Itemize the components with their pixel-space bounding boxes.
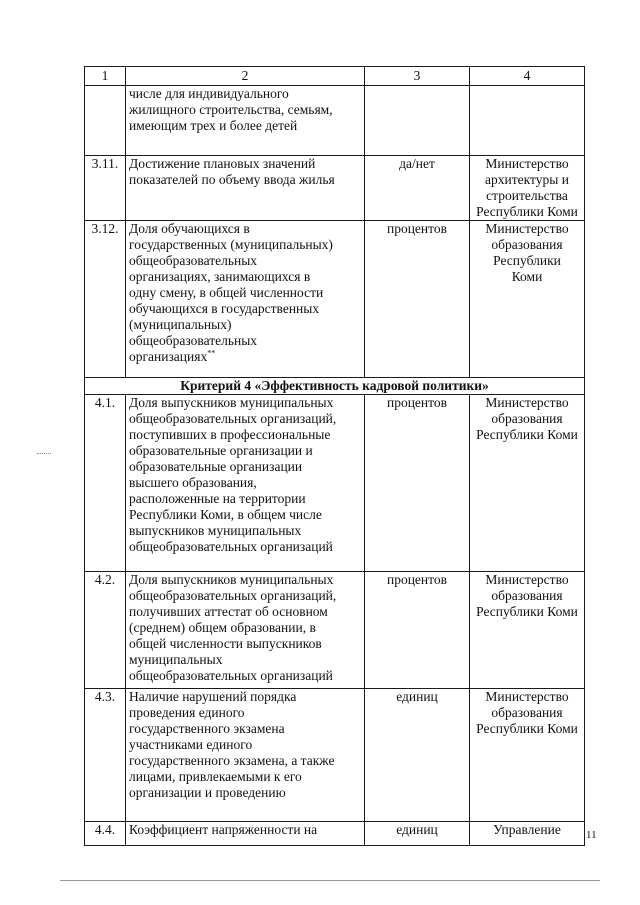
row-number: [85, 86, 126, 156]
row-unit: процентов: [365, 572, 470, 689]
header-col-1: 1: [85, 67, 126, 86]
row-unit: [365, 86, 470, 156]
row-number: 3.11.: [85, 156, 126, 221]
row-unit: единиц: [365, 822, 470, 846]
row-description: Доля выпускников муниципальных общеобразовательных организаций, поступивших в профессиональные образовательные организации и образовательные организации высшего образования, расположенные на территории Республики Коми, в общем числе выпускников муниципальных общеобразовательных организаций: [126, 395, 365, 572]
row-department: Министерство образования Республики Коми: [470, 395, 585, 572]
row-number: 3.12.: [85, 221, 126, 378]
row-description-cell: [126, 221, 365, 378]
table-row: [85, 395, 585, 572]
table-row: [85, 86, 585, 156]
row-department: [470, 86, 585, 156]
row-department: Министерство образования Республики Коми: [470, 572, 585, 689]
row-unit: да/нет: [365, 156, 470, 221]
row-description: Наличие нарушений порядка проведения единого государственного экзамена участниками единого государственного экзамена, а также лицами, привлекаемыми к его организации и проведению: [126, 689, 365, 822]
row-description: Доля выпускников муниципальных общеобразовательных организаций, получивших аттестат об основном (среднем) общем образовании, в общей численности выпускников муниципальных общеобразовательных организаций: [126, 572, 365, 689]
criterion-heading: Критерий 4 «Эффективность кадровой политики»: [85, 378, 585, 395]
row-description: Коэффициент напряженности на: [126, 822, 365, 846]
row-description: Доля обучающихся в государственных (муниципальных) общеобразовательных организациях, занимающихся в одну смену, в общей численности обучающихся в государственных (муниципальных) общеобразовательных организациях: [129, 221, 333, 364]
margin-mark: [37, 453, 51, 455]
row-unit: процентов: [365, 395, 470, 572]
criteria-table: [84, 66, 585, 846]
footnote-mark: **: [207, 348, 216, 358]
row-description: числе для индивидуального жилищного строительства, семьям, имеющим трех и более детей: [126, 86, 365, 156]
table-row: [85, 156, 585, 221]
row-number: 4.3.: [85, 689, 126, 822]
page-number: 11: [586, 829, 597, 841]
table-row: [85, 689, 585, 822]
table-row: [85, 221, 585, 378]
row-department: Министерство образования Республики Коми: [470, 689, 585, 822]
header-col-4: 4: [470, 67, 585, 86]
header-col-2: 2: [126, 67, 365, 86]
table-row: [85, 572, 585, 689]
row-department: Управление: [470, 822, 585, 846]
row-number: 4.4.: [85, 822, 126, 846]
row-department: Министерство образования Республики Коми: [470, 221, 585, 378]
row-unit: процентов: [365, 221, 470, 378]
header-col-3: 3: [365, 67, 470, 86]
row-description: Достижение плановых значений показателей по объему ввода жилья: [126, 156, 365, 221]
row-number: 4.1.: [85, 395, 126, 572]
row-number: 4.2.: [85, 572, 126, 689]
row-unit: единиц: [365, 689, 470, 822]
table-header-row: [85, 67, 585, 86]
table-row: [85, 822, 585, 846]
row-department: Министерство архитектуры и строительства Республики Коми: [470, 156, 585, 221]
criterion-heading-row: [85, 378, 585, 395]
bottom-divider: [60, 880, 600, 881]
